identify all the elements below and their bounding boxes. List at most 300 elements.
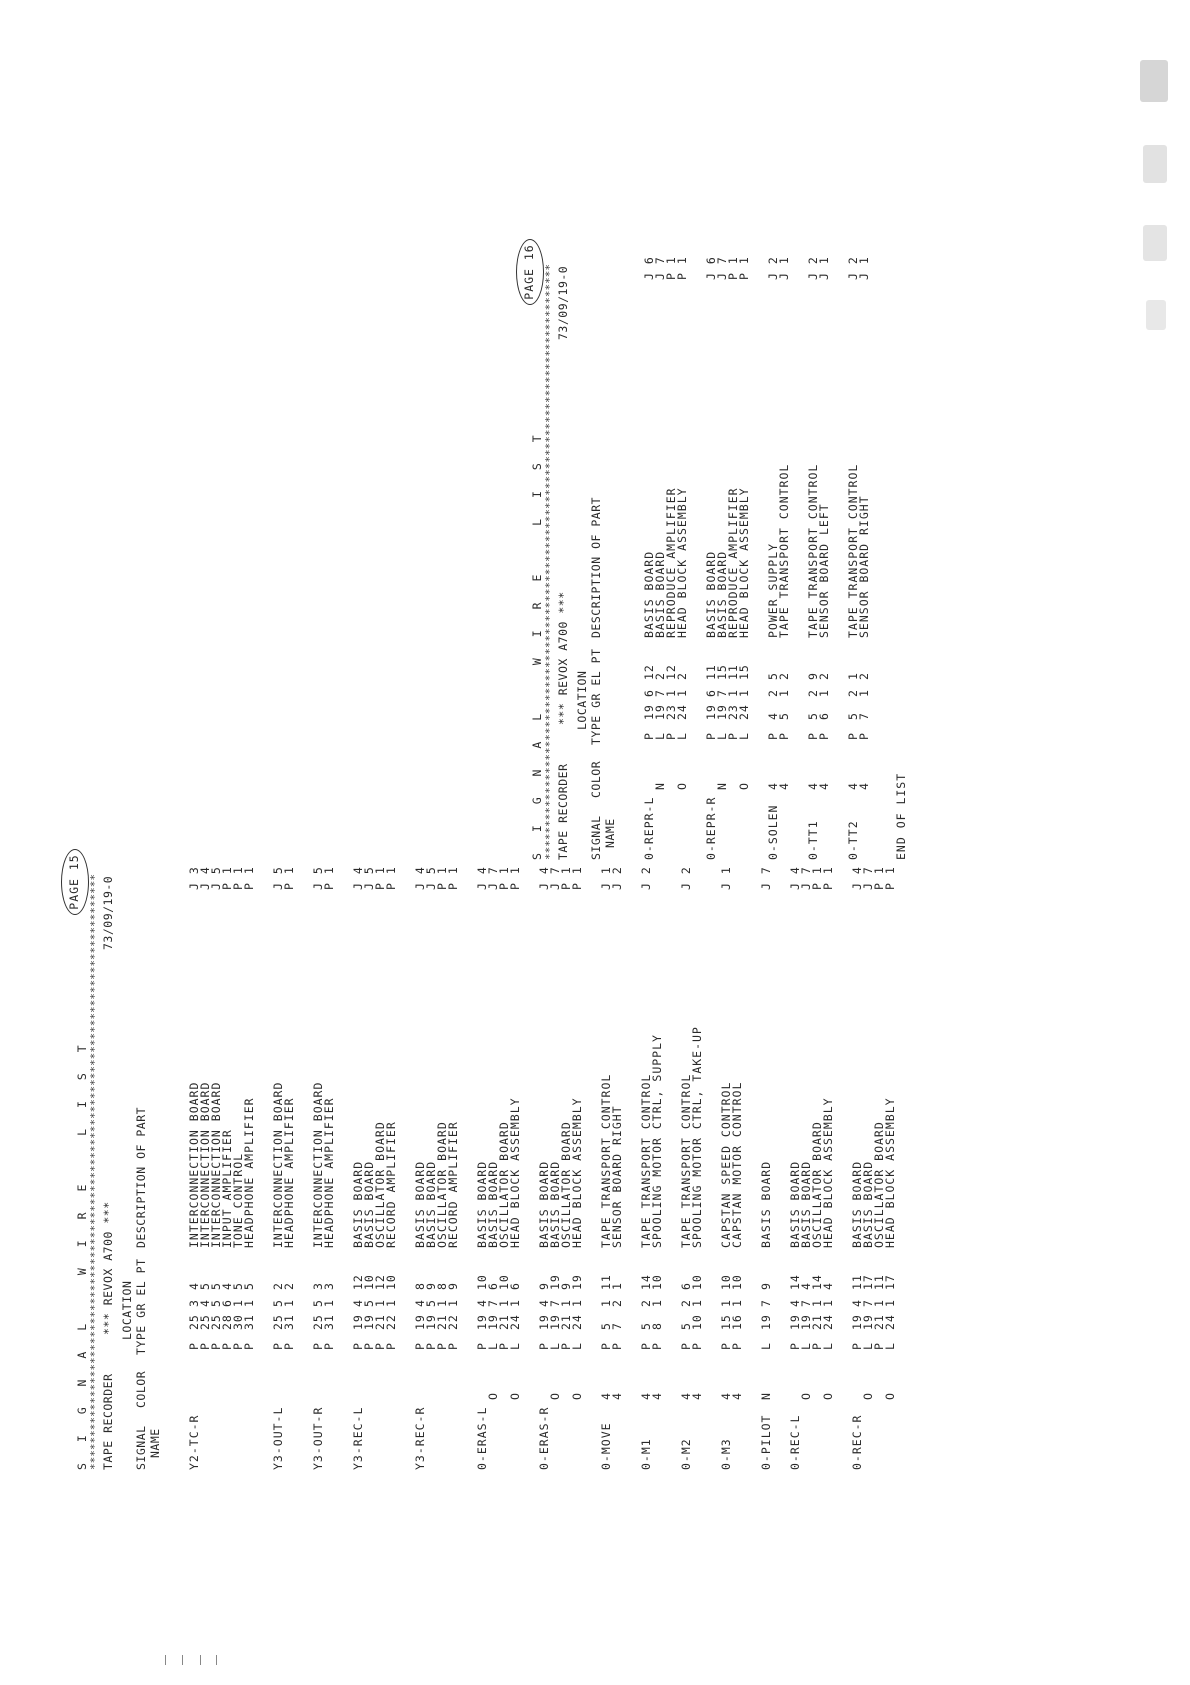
location-element: 1 bbox=[446, 1299, 460, 1307]
color-code: 4 bbox=[777, 782, 791, 790]
location-type: P bbox=[664, 732, 678, 740]
location-point: 8 bbox=[435, 1282, 449, 1290]
color-code: O bbox=[548, 1392, 562, 1400]
signal-name: 0-REC-L bbox=[788, 1414, 802, 1470]
location-type: P bbox=[726, 732, 740, 740]
location-group: 24 bbox=[737, 704, 751, 720]
location-element: 7 bbox=[653, 689, 667, 697]
signal-name: 0-TT2 bbox=[846, 820, 860, 860]
location-element: 2 bbox=[679, 1299, 693, 1307]
location-point: 11 bbox=[872, 1274, 886, 1290]
part-description: BASIS BOARD bbox=[413, 1160, 427, 1248]
location-point: 9 bbox=[446, 1282, 460, 1290]
list-date: 73/09/19-0 bbox=[101, 875, 115, 950]
location-point: 10 bbox=[730, 1274, 744, 1290]
location-type: P bbox=[788, 1342, 802, 1350]
part-description: BASIS BOARD bbox=[799, 1160, 813, 1248]
subtitle-recorder: TAPE RECORDER bbox=[101, 1373, 115, 1470]
location-type: P bbox=[187, 1342, 201, 1350]
location-element: 1 bbox=[777, 689, 791, 697]
location-element: 2 bbox=[766, 689, 780, 697]
header-location: LOCATION bbox=[575, 670, 589, 730]
location-group: 21 bbox=[559, 1314, 573, 1330]
subtitle-model: *** REVOX A700 *** bbox=[556, 591, 570, 725]
location-type: P bbox=[475, 1342, 489, 1350]
location-type: L bbox=[675, 732, 689, 740]
color-code: N bbox=[759, 1392, 773, 1400]
location-type: P bbox=[559, 1342, 573, 1350]
color-code: N bbox=[715, 782, 729, 790]
location-element: 4 bbox=[788, 1299, 802, 1307]
part-description: BASIS BOARD bbox=[850, 1160, 864, 1248]
part-description: OSCILLATOR BOARD bbox=[872, 1121, 886, 1248]
part-description: BASIS BOARD bbox=[653, 550, 667, 638]
signal-name: 0-M2 bbox=[679, 1438, 693, 1470]
location-group: 21 bbox=[872, 1314, 886, 1330]
connector-ref: J 7 bbox=[759, 866, 773, 890]
part-description: HEAD BLOCK ASSEMBLY bbox=[508, 1097, 522, 1248]
connector-ref: J 2 bbox=[610, 866, 624, 890]
location-element: 4 bbox=[413, 1299, 427, 1307]
part-description: BASIS BOARD bbox=[362, 1160, 376, 1248]
location-group: 21 bbox=[810, 1314, 824, 1330]
connector-ref: P 1 bbox=[570, 866, 584, 890]
color-code: O bbox=[799, 1392, 813, 1400]
connector-ref: P 1 bbox=[883, 866, 897, 890]
location-element: 7 bbox=[861, 1299, 875, 1307]
connector-ref: J 7 bbox=[715, 256, 729, 280]
location-point: 19 bbox=[548, 1274, 562, 1290]
location-element: 1 bbox=[664, 689, 678, 697]
part-description: RECORD AMPLIFIER bbox=[446, 1121, 460, 1248]
location-point: 10 bbox=[362, 1274, 376, 1290]
location-point: 10 bbox=[690, 1274, 704, 1290]
location-group: 19 bbox=[362, 1314, 376, 1330]
location-point: 14 bbox=[639, 1274, 653, 1290]
connector-ref: J 6 bbox=[704, 256, 718, 280]
location-element: 1 bbox=[373, 1299, 387, 1307]
location-point: 2 bbox=[271, 1282, 285, 1290]
color-code: 4 bbox=[846, 782, 860, 790]
signal-name: 0-MOVE bbox=[599, 1422, 613, 1470]
location-element: 1 bbox=[737, 689, 751, 697]
location-point: 2 bbox=[282, 1282, 296, 1290]
part-description: REPRODUCE AMPLIFIER bbox=[664, 487, 678, 638]
location-type: P bbox=[311, 1342, 325, 1350]
list-title: S I G N A L W I R E L I S T bbox=[530, 428, 544, 860]
location-element: 1 bbox=[231, 1299, 245, 1307]
connector-ref: J 1 bbox=[719, 866, 733, 890]
location-point: 4 bbox=[187, 1282, 201, 1290]
location-type: L bbox=[861, 1342, 875, 1350]
location-group: 5 bbox=[806, 712, 820, 720]
location-element: 4 bbox=[198, 1299, 212, 1307]
location-group: 25 bbox=[198, 1314, 212, 1330]
location-group: 19 bbox=[548, 1314, 562, 1330]
part-description: BASIS BOARD bbox=[788, 1160, 802, 1248]
location-type: P bbox=[850, 1342, 864, 1350]
location-point: 2 bbox=[653, 672, 667, 680]
location-type: P bbox=[209, 1342, 223, 1350]
location-type: P bbox=[639, 1342, 653, 1350]
part-description: TAPE TRANSPORT CONTROL bbox=[806, 463, 820, 638]
part-description: OSCILLATOR BOARD bbox=[559, 1121, 573, 1248]
color-code: O bbox=[737, 782, 751, 790]
location-type: L bbox=[653, 732, 667, 740]
scan-artifact bbox=[216, 1655, 217, 1665]
connector-ref: J 1 bbox=[857, 256, 871, 280]
scan-artifact bbox=[1143, 145, 1167, 183]
location-group: 5 bbox=[846, 712, 860, 720]
location-element: 1 bbox=[726, 689, 740, 697]
location-type: P bbox=[497, 1342, 511, 1350]
location-group: 19 bbox=[715, 704, 729, 720]
location-group: 8 bbox=[650, 1322, 664, 1330]
connector-ref: J 1 bbox=[817, 256, 831, 280]
part-description: BASIS BOARD bbox=[548, 1160, 562, 1248]
scan-artifact bbox=[165, 1655, 166, 1665]
connector-ref: P 1 bbox=[282, 866, 296, 890]
location-element: 2 bbox=[846, 689, 860, 697]
connector-ref: P 1 bbox=[675, 256, 689, 280]
location-type: L bbox=[486, 1342, 500, 1350]
location-type: P bbox=[282, 1342, 296, 1350]
location-group: 21 bbox=[435, 1314, 449, 1330]
location-group: 22 bbox=[384, 1314, 398, 1330]
connector-ref: P 1 bbox=[384, 866, 398, 890]
location-type: P bbox=[271, 1342, 285, 1350]
location-group: 24 bbox=[570, 1314, 584, 1330]
connector-ref: J 1 bbox=[777, 256, 791, 280]
connector-ref: J 7 bbox=[653, 256, 667, 280]
location-type: P bbox=[810, 1342, 824, 1350]
location-group: 19 bbox=[653, 704, 667, 720]
connector-ref: J 4 bbox=[351, 866, 365, 890]
location-element: 7 bbox=[486, 1299, 500, 1307]
header-name: NAME bbox=[148, 1428, 162, 1458]
location-group: 23 bbox=[664, 704, 678, 720]
location-type: P bbox=[719, 1342, 733, 1350]
location-type: P bbox=[362, 1342, 376, 1350]
scan-artifact bbox=[182, 1655, 183, 1665]
part-description: HEADPHONE AMPLIFIER bbox=[282, 1097, 296, 1248]
location-type: P bbox=[704, 732, 718, 740]
connector-ref: P 1 bbox=[559, 866, 573, 890]
location-point: 10 bbox=[650, 1274, 664, 1290]
location-group: 6 bbox=[817, 712, 831, 720]
part-description: CAPSTAN SPEED CONTROL bbox=[719, 1081, 733, 1248]
part-description: SPOOLING MOTOR CTRL, SUPPLY bbox=[650, 1034, 664, 1248]
location-point: 5 bbox=[766, 672, 780, 680]
location-element: 1 bbox=[384, 1299, 398, 1307]
location-group: 19 bbox=[861, 1314, 875, 1330]
connector-ref: J 2 bbox=[846, 256, 860, 280]
connector-ref: J 6 bbox=[642, 256, 656, 280]
part-description: HEAD BLOCK ASSEMBLY bbox=[675, 487, 689, 638]
location-element: 1 bbox=[242, 1299, 256, 1307]
location-group: 25 bbox=[311, 1314, 325, 1330]
location-group: 5 bbox=[599, 1322, 613, 1330]
location-group: 5 bbox=[777, 712, 791, 720]
location-point: 1 bbox=[846, 672, 860, 680]
location-type: P bbox=[730, 1342, 744, 1350]
part-description: HEADPHONE AMPLIFIER bbox=[242, 1097, 256, 1248]
part-description: SENSOR BOARD RIGHT bbox=[857, 495, 871, 638]
part-description: OSCILLATOR BOARD bbox=[810, 1121, 824, 1248]
location-point: 12 bbox=[373, 1274, 387, 1290]
color-code: O bbox=[675, 782, 689, 790]
location-element: 4 bbox=[537, 1299, 551, 1307]
location-point: 12 bbox=[664, 664, 678, 680]
page-number-circled: PAGE 15 bbox=[61, 849, 89, 915]
location-point: 17 bbox=[883, 1274, 897, 1290]
location-element: 1 bbox=[599, 1299, 613, 1307]
part-description: TAPE TRANSPORT CONTROL bbox=[777, 463, 791, 638]
part-description: SPOOLING MOTOR CTRL, TAKE-UP bbox=[690, 1026, 704, 1248]
location-element: 2 bbox=[639, 1299, 653, 1307]
connector-ref: J 5 bbox=[362, 866, 376, 890]
location-group: 31 bbox=[282, 1314, 296, 1330]
part-description: INTERCONNECTION BOARD bbox=[187, 1081, 201, 1248]
location-group: 25 bbox=[271, 1314, 285, 1330]
header-color: COLOR bbox=[589, 760, 603, 798]
location-group: 19 bbox=[850, 1314, 864, 1330]
location-group: 19 bbox=[759, 1314, 773, 1330]
color-code: O bbox=[883, 1392, 897, 1400]
location-point: 10 bbox=[719, 1274, 733, 1290]
location-group: 15 bbox=[719, 1314, 733, 1330]
part-description: BASIS BOARD bbox=[642, 550, 656, 638]
location-point: 9 bbox=[424, 1282, 438, 1290]
list-date: 73/09/19-0 bbox=[556, 265, 570, 340]
color-code: 4 bbox=[639, 1392, 653, 1400]
location-element: 1 bbox=[872, 1299, 886, 1307]
location-element: 2 bbox=[610, 1299, 624, 1307]
signal-name: 0-REC-R bbox=[850, 1414, 864, 1470]
part-description: INTERCONNECTION BOARD bbox=[311, 1081, 325, 1248]
part-description: SENSOR BOARD LEFT bbox=[817, 503, 831, 638]
signal-name: 0-TT1 bbox=[806, 820, 820, 860]
connector-ref: P 1 bbox=[821, 866, 835, 890]
location-point: 4 bbox=[821, 1282, 835, 1290]
list-title: S I G N A L W I R E L I S T bbox=[75, 1038, 89, 1470]
connector-ref: J 4 bbox=[850, 866, 864, 890]
location-element: 7 bbox=[548, 1299, 562, 1307]
location-element: 4 bbox=[351, 1299, 365, 1307]
location-element: 1 bbox=[821, 1299, 835, 1307]
part-description: BASIS BOARD bbox=[475, 1160, 489, 1248]
subtitle-model: *** REVOX A700 *** bbox=[101, 1201, 115, 1335]
scan-artifact bbox=[200, 1655, 201, 1665]
location-type: P bbox=[610, 1342, 624, 1350]
part-description: HEADPHONE AMPLIFIER bbox=[322, 1097, 336, 1248]
location-point: 5 bbox=[231, 1282, 245, 1290]
part-description: BASIS BOARD bbox=[537, 1160, 551, 1248]
location-element: 7 bbox=[759, 1299, 773, 1307]
location-element: 1 bbox=[810, 1299, 824, 1307]
color-code: 4 bbox=[610, 1392, 624, 1400]
location-group: 21 bbox=[373, 1314, 387, 1330]
location-group: 19 bbox=[486, 1314, 500, 1330]
location-point: 17 bbox=[861, 1274, 875, 1290]
part-description: RECORD AMPLIFIER bbox=[384, 1121, 398, 1248]
color-code: 4 bbox=[690, 1392, 704, 1400]
star-rule: ****************************************************************************************** bbox=[543, 263, 556, 860]
location-type: P bbox=[231, 1342, 245, 1350]
location-type: P bbox=[435, 1342, 449, 1350]
location-type: P bbox=[679, 1342, 693, 1350]
color-code: 4 bbox=[857, 782, 871, 790]
location-point: 9 bbox=[537, 1282, 551, 1290]
location-element: 1 bbox=[675, 689, 689, 697]
location-type: P bbox=[537, 1342, 551, 1350]
signal-name: 0-ERAS-L bbox=[475, 1406, 489, 1470]
location-group: 28 bbox=[220, 1314, 234, 1330]
part-description: BASIS BOARD bbox=[351, 1160, 365, 1248]
connector-ref: J 2 bbox=[766, 256, 780, 280]
location-element: 5 bbox=[209, 1299, 223, 1307]
signal-name: 0-PILOT bbox=[759, 1414, 773, 1470]
location-point: 6 bbox=[679, 1282, 693, 1290]
connector-ref: J 2 bbox=[806, 256, 820, 280]
connector-ref: P 1 bbox=[737, 256, 751, 280]
location-type: P bbox=[413, 1342, 427, 1350]
part-description: BASIS BOARD bbox=[715, 550, 729, 638]
location-element: 6 bbox=[642, 689, 656, 697]
connector-ref: P 1 bbox=[373, 866, 387, 890]
location-element: 5 bbox=[271, 1299, 285, 1307]
location-element: 1 bbox=[559, 1299, 573, 1307]
location-element: 1 bbox=[497, 1299, 511, 1307]
location-element: 1 bbox=[690, 1299, 704, 1307]
location-type: P bbox=[817, 732, 831, 740]
location-type: P bbox=[766, 732, 780, 740]
location-group: 24 bbox=[883, 1314, 897, 1330]
location-point: 15 bbox=[737, 664, 751, 680]
connector-ref: J 5 bbox=[311, 866, 325, 890]
location-group: 24 bbox=[675, 704, 689, 720]
location-point: 2 bbox=[777, 672, 791, 680]
part-description: TAPE TRANSPORT CONTROL bbox=[599, 1073, 613, 1248]
signal-name: Y3-OUT-R bbox=[311, 1406, 325, 1470]
location-point: 10 bbox=[475, 1274, 489, 1290]
location-point: 14 bbox=[788, 1274, 802, 1290]
part-description: REPRODUCE AMPLIFIER bbox=[726, 487, 740, 638]
location-group: 30 bbox=[231, 1314, 245, 1330]
location-point: 5 bbox=[198, 1282, 212, 1290]
location-type: P bbox=[220, 1342, 234, 1350]
location-element: 5 bbox=[311, 1299, 325, 1307]
color-code: 4 bbox=[679, 1392, 693, 1400]
location-point: 3 bbox=[322, 1282, 336, 1290]
location-type: P bbox=[384, 1342, 398, 1350]
location-point: 2 bbox=[675, 672, 689, 680]
location-point: 14 bbox=[810, 1274, 824, 1290]
location-group: 5 bbox=[679, 1322, 693, 1330]
connector-ref: P 1 bbox=[810, 866, 824, 890]
location-element: 1 bbox=[282, 1299, 296, 1307]
signal-name: 0-REPR-L bbox=[642, 796, 656, 860]
location-element: 1 bbox=[730, 1299, 744, 1307]
location-type: P bbox=[424, 1342, 438, 1350]
location-element: 1 bbox=[435, 1299, 449, 1307]
location-element: 7 bbox=[799, 1299, 813, 1307]
location-element: 1 bbox=[650, 1299, 664, 1307]
location-element: 3 bbox=[187, 1299, 201, 1307]
part-description: INPUT AMPLIFIER bbox=[220, 1129, 234, 1248]
color-code: O bbox=[821, 1392, 835, 1400]
location-group: 31 bbox=[242, 1314, 256, 1330]
connector-ref: J 4 bbox=[198, 866, 212, 890]
connector-ref: J 7 bbox=[548, 866, 562, 890]
wire-list-page-16 bbox=[522, 0, 1000, 860]
connector-ref: J 5 bbox=[271, 866, 285, 890]
location-type: P bbox=[690, 1342, 704, 1350]
location-point: 11 bbox=[704, 664, 718, 680]
color-code: 4 bbox=[817, 782, 831, 790]
location-type: P bbox=[806, 732, 820, 740]
part-description: BASIS BOARD bbox=[704, 550, 718, 638]
part-description: TAPE TRANSPORT CONTROL bbox=[679, 1073, 693, 1248]
location-element: 1 bbox=[719, 1299, 733, 1307]
part-description: INTERCONNECTION BOARD bbox=[209, 1081, 223, 1248]
part-description: CAPSTAN MOTOR CONTROL bbox=[730, 1081, 744, 1248]
location-point: 4 bbox=[799, 1282, 813, 1290]
connector-ref: P 1 bbox=[220, 866, 234, 890]
location-type: L bbox=[508, 1342, 522, 1350]
location-type: L bbox=[759, 1342, 773, 1350]
location-element: 7 bbox=[715, 689, 729, 697]
header-color: COLOR bbox=[134, 1370, 148, 1408]
location-point: 10 bbox=[384, 1274, 398, 1290]
header-name: NAME bbox=[603, 818, 617, 848]
connector-ref: J 7 bbox=[861, 866, 875, 890]
location-type: P bbox=[642, 732, 656, 740]
location-point: 9 bbox=[806, 672, 820, 680]
location-point: 9 bbox=[559, 1282, 573, 1290]
part-description: OSCILLATOR BOARD bbox=[497, 1121, 511, 1248]
location-point: 6 bbox=[508, 1282, 522, 1290]
location-group: 19 bbox=[642, 704, 656, 720]
header-signal: SIGNAL bbox=[134, 1425, 148, 1470]
connector-ref: P 1 bbox=[497, 866, 511, 890]
location-element: 1 bbox=[322, 1299, 336, 1307]
location-group: 23 bbox=[726, 704, 740, 720]
end-of-list: END OF LIST bbox=[894, 772, 908, 860]
connector-ref: J 4 bbox=[537, 866, 551, 890]
connector-ref: J 3 bbox=[187, 866, 201, 890]
connector-ref: J 2 bbox=[639, 866, 653, 890]
location-group: 4 bbox=[766, 712, 780, 720]
header-type-cols: TYPE GR EL PT bbox=[134, 1258, 148, 1355]
location-group: 16 bbox=[730, 1314, 744, 1330]
location-type: P bbox=[872, 1342, 886, 1350]
location-element: 1 bbox=[817, 689, 831, 697]
location-group: 7 bbox=[610, 1322, 624, 1330]
location-group: 25 bbox=[187, 1314, 201, 1330]
location-type: P bbox=[650, 1342, 664, 1350]
location-type: L bbox=[715, 732, 729, 740]
location-type: P bbox=[373, 1342, 387, 1350]
subtitle-recorder: TAPE RECORDER bbox=[556, 763, 570, 860]
location-element: 5 bbox=[424, 1299, 438, 1307]
location-point: 8 bbox=[413, 1282, 427, 1290]
connector-ref: P 1 bbox=[231, 866, 245, 890]
part-description: HEAD BLOCK ASSEMBLY bbox=[570, 1097, 584, 1248]
location-type: P bbox=[777, 732, 791, 740]
location-element: 4 bbox=[850, 1299, 864, 1307]
location-type: L bbox=[737, 732, 751, 740]
